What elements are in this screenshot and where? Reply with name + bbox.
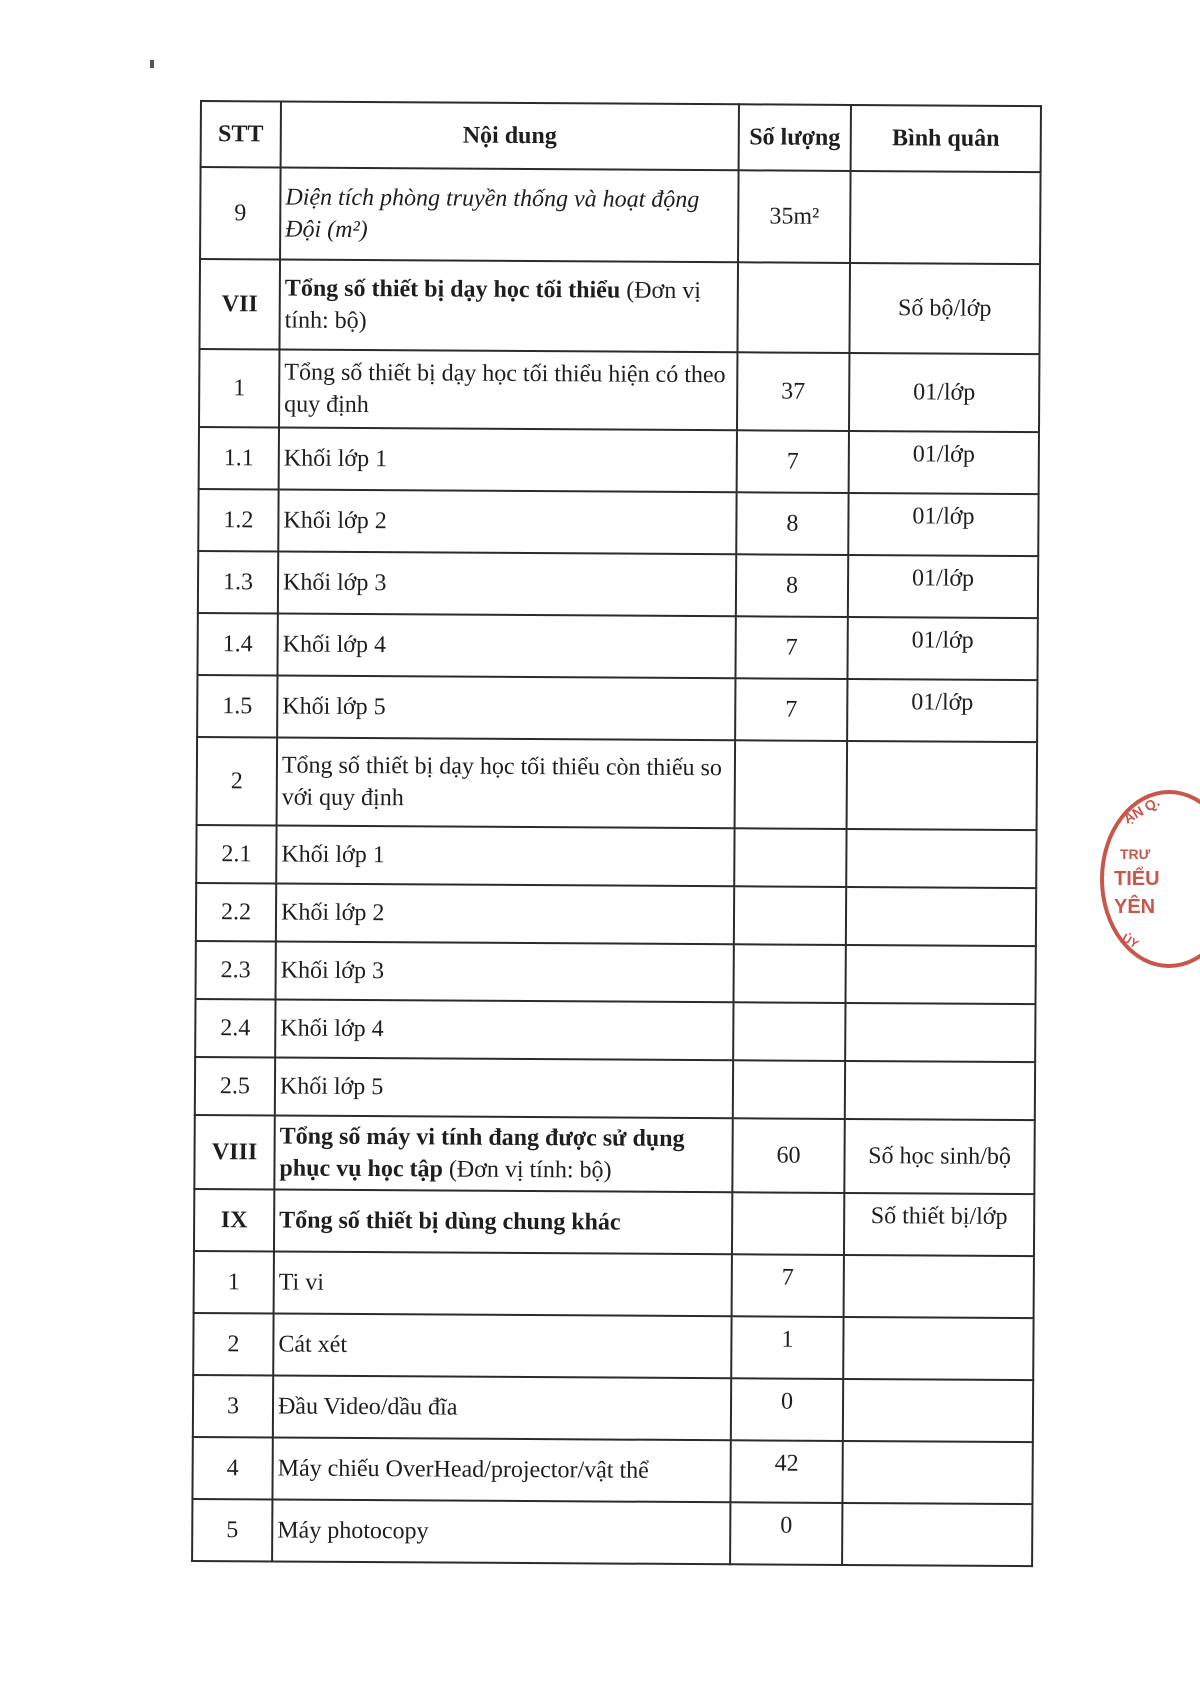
row-quantity: 7 [735, 678, 847, 741]
row-stt: 2.1 [196, 825, 276, 883]
row-quantity [734, 828, 846, 887]
row-average: Số học sinh/bộ [844, 1119, 1034, 1194]
table-row [199, 427, 1039, 494]
stamp-text: ẬN Q. [1120, 793, 1163, 827]
table-row [194, 1115, 1034, 1194]
row-average [850, 171, 1041, 264]
table-row [200, 167, 1041, 264]
row-average [842, 1503, 1032, 1566]
row-content: Khối lớp 4 [277, 613, 735, 678]
table-row [193, 1375, 1033, 1442]
row-quantity: 35m² [738, 170, 851, 263]
row-quantity [734, 886, 846, 945]
scan-dot [150, 60, 154, 68]
row-stt: 5 [192, 1499, 272, 1561]
row-quantity [733, 1060, 845, 1119]
row-quantity: 7 [735, 616, 847, 679]
row-stt: IX [194, 1189, 274, 1251]
row-content-main: Tổng số thiết bị dạy học tối thiểu [284, 275, 621, 304]
row-stt: 2 [197, 737, 278, 825]
row-quantity [733, 1002, 845, 1061]
row-content: Tổng số thiết bị dùng chung khác [274, 1189, 732, 1254]
row-quantity [735, 740, 848, 829]
row-content: Khối lớp 5 [275, 1057, 733, 1118]
row-quantity: 7 [732, 1254, 844, 1317]
row-average [845, 1003, 1035, 1062]
row-content: Máy chiếu OverHead/projector/vật thể [272, 1437, 730, 1502]
row-content [279, 259, 738, 352]
row-quantity: 8 [736, 554, 848, 617]
row-stt: 1 [199, 349, 279, 427]
row-average: 01/lớp [847, 617, 1037, 680]
stamp-text: ỦY [1119, 930, 1142, 952]
row-quantity: 42 [730, 1440, 842, 1503]
table-row [196, 825, 1036, 888]
row-stt: 1.3 [198, 551, 278, 613]
row-stt: 1.5 [197, 675, 277, 737]
row-content: Khối lớp 2 [276, 883, 734, 944]
table-row [199, 349, 1039, 432]
row-average [845, 945, 1035, 1004]
table-row [192, 1437, 1032, 1504]
school-seal-stamp [1100, 790, 1200, 968]
row-stt: 1.1 [199, 427, 279, 489]
row-stt: 9 [200, 167, 281, 259]
row-stt: 2 [193, 1313, 273, 1375]
row-content: Đầu Video/dầu đĩa [273, 1375, 731, 1440]
row-average: 01/lớp [847, 679, 1037, 742]
row-content: Tổng số thiết bị dạy học tối thiểu hiện có theo quy định [279, 349, 737, 430]
header-average: Bình quân [851, 105, 1041, 172]
row-content: Khối lớp 1 [276, 825, 734, 886]
header-stt: STT [201, 101, 281, 167]
row-average [845, 1061, 1035, 1120]
row-average: 01/lớp [848, 493, 1038, 556]
table-row [195, 999, 1035, 1062]
row-quantity [737, 262, 850, 353]
row-quantity: 37 [737, 352, 849, 431]
row-average [847, 741, 1038, 830]
table-row [194, 1189, 1034, 1256]
header-content: Nội dung [281, 101, 739, 170]
row-average: 01/lớp [848, 555, 1038, 618]
table-row [196, 883, 1036, 946]
row-stt: 2.2 [196, 883, 276, 941]
row-content: Khối lớp 3 [276, 941, 734, 1002]
row-quantity: 0 [730, 1502, 842, 1565]
table-row [196, 941, 1036, 1004]
table-row [193, 1313, 1033, 1380]
row-content: Khối lớp 2 [278, 489, 736, 554]
row-quantity [733, 944, 845, 1003]
table-row [197, 737, 1038, 830]
stamp-text: TRƯ [1120, 846, 1151, 862]
table-row [194, 1251, 1034, 1318]
row-quantity [732, 1192, 844, 1255]
table-header-row [201, 101, 1041, 172]
stamp-text: TIỂU [1114, 868, 1160, 890]
row-content: Diện tích phòng truyền thống và hoạt động Đội (m²) [280, 167, 739, 262]
table-row [198, 489, 1038, 556]
table-row [197, 613, 1037, 680]
row-average [844, 1255, 1034, 1318]
row-average: 01/lớp [849, 353, 1039, 432]
row-content: Khối lớp 5 [277, 675, 735, 740]
row-quantity: 7 [737, 430, 849, 493]
table-row [192, 1499, 1032, 1566]
table-row [197, 675, 1037, 742]
row-quantity: 0 [731, 1378, 843, 1441]
row-stt: 3 [193, 1375, 273, 1437]
row-quantity: 1 [731, 1316, 843, 1379]
row-content-main: Tổng số máy vi tính đang được sử dụng phục vụ học tập [279, 1123, 685, 1183]
row-content [274, 1115, 732, 1192]
table-row [195, 1057, 1035, 1120]
row-content: Khối lớp 4 [275, 999, 733, 1060]
row-average [846, 887, 1036, 946]
row-average [843, 1379, 1033, 1442]
row-average [846, 829, 1036, 888]
row-stt: 2.3 [196, 941, 276, 999]
row-average: 01/lớp [849, 431, 1039, 494]
row-stt: VIII [194, 1115, 274, 1189]
row-content: Cát xét [273, 1313, 731, 1378]
row-stt: 2.4 [195, 999, 275, 1057]
row-average [843, 1317, 1033, 1380]
row-content: Tổng số thiết bị dạy học tối thiểu còn thiếu so với quy định [277, 737, 736, 828]
row-stt: 1 [194, 1251, 274, 1313]
row-content: Máy photocopy [272, 1499, 730, 1564]
row-stt: 1.2 [198, 489, 278, 551]
row-stt: 2.5 [195, 1057, 275, 1115]
row-content-unit: (Đơn vị tính: bộ) [284, 277, 702, 335]
row-stt: 1.4 [197, 613, 277, 675]
row-quantity: 60 [732, 1118, 844, 1193]
row-average: Số bộ/lớp [849, 263, 1040, 354]
table-row [199, 259, 1040, 354]
row-content: Khối lớp 3 [278, 551, 736, 616]
row-quantity: 8 [736, 492, 848, 555]
row-stt: VII [199, 259, 280, 349]
row-average [842, 1441, 1032, 1504]
row-stt: 4 [192, 1437, 272, 1499]
table-row [198, 551, 1038, 618]
stamp-text: YÊN [1114, 896, 1156, 918]
row-average: Số thiết bị/lớp [844, 1193, 1034, 1256]
header-quantity: Số lượng [739, 104, 851, 171]
equipment-table [191, 100, 1042, 1567]
row-content-unit: (Đơn vị tính: bộ) [442, 1156, 612, 1184]
row-content: Ti vi [274, 1251, 732, 1316]
row-content: Khối lớp 1 [279, 427, 737, 492]
